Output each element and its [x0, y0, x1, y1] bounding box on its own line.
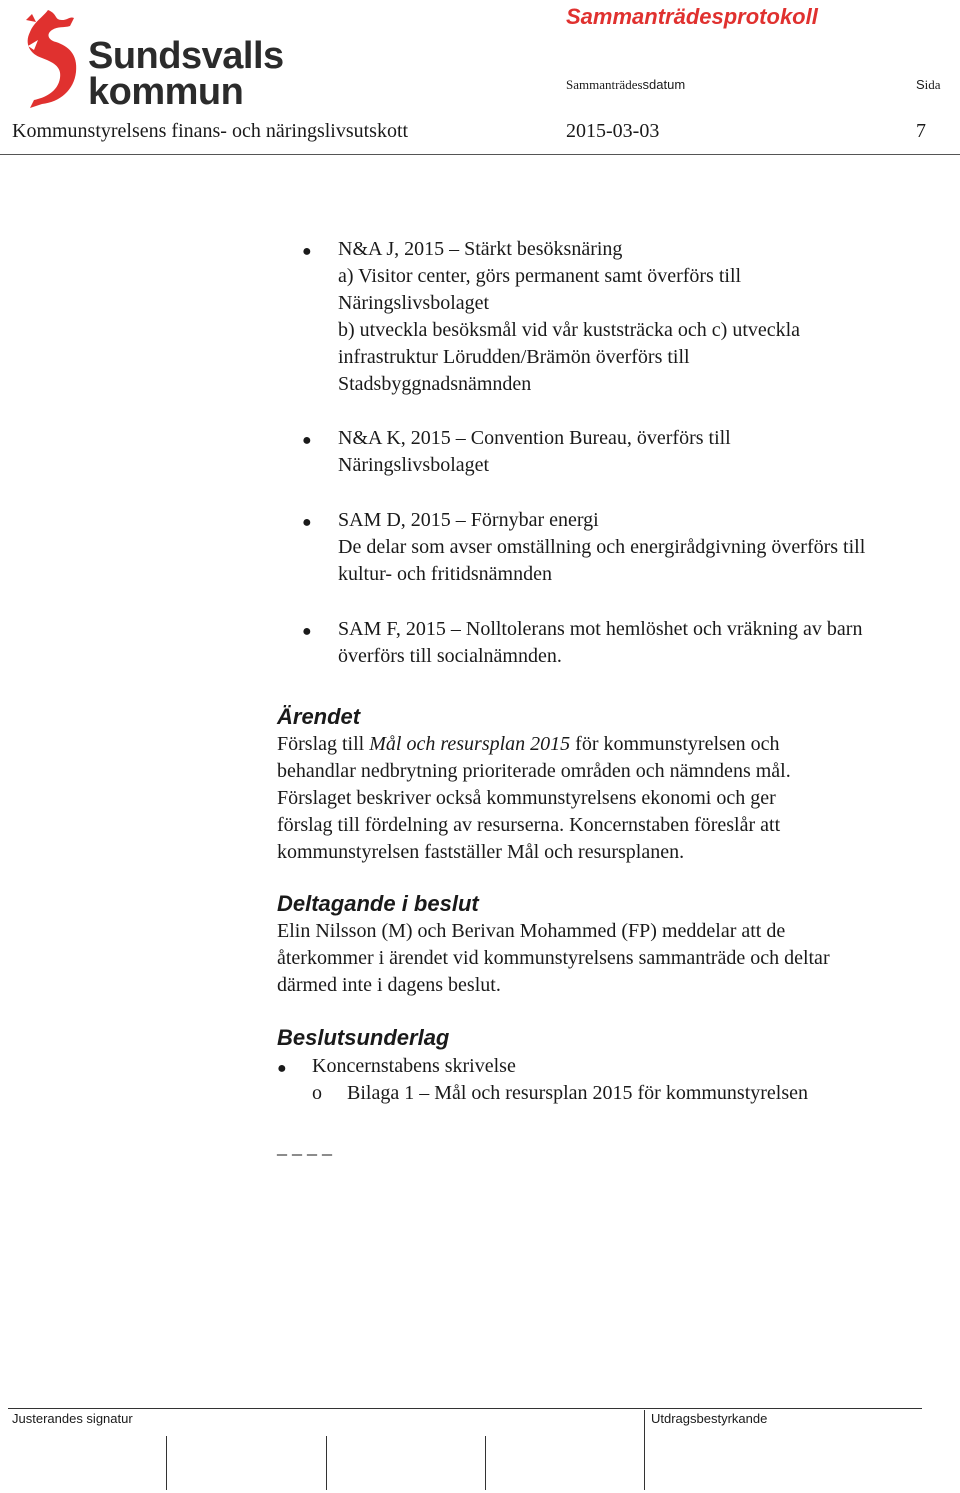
beslutsunderlag-item: Koncernstabens skrivelse [312, 1055, 516, 1077]
bullet-icon: ● [302, 514, 312, 531]
logo-wordmark [88, 35, 284, 113]
date-label-small: Sammanträdes [566, 77, 643, 92]
page-label-first: S [916, 77, 925, 92]
page-label-rest: ida [924, 77, 941, 92]
text-span: Förslag till [277, 733, 370, 755]
paragraph-line [277, 731, 957, 758]
paragraph-line: behandlar nedbrytning prioriterade områden och nämndens mål. [277, 760, 791, 782]
list-item-line: kultur- och fritidsnämnden [338, 563, 552, 585]
list-item-line: b) utveckla besöksmål vid vår kuststräcka och c) utveckla [338, 319, 801, 341]
sub-bullet-marker: o [312, 1082, 322, 1104]
dragon-emblem-icon [18, 6, 84, 116]
section-heading-deltagande: Deltagande i beslut [277, 891, 479, 916]
list-item-line: Stadsbyggnadsnämnden [338, 373, 532, 395]
page-label [916, 77, 941, 93]
beslutsunderlag-subitem: Bilaga 1 – Mål och resursplan 2015 för kommunstyrelsen [347, 1082, 809, 1104]
list-item-line: SAM D, 2015 – Förnybar energi [338, 509, 599, 531]
paragraph-line: kommunstyrelsen fastställer Mål och resursplanen. [277, 841, 685, 863]
signature-field-divider [485, 1436, 486, 1490]
document-type-title: Sammanträdesprotokoll [566, 4, 818, 29]
list-item-line: Näringslivsbolaget [338, 454, 490, 476]
section-heading-beslutsunderlag: Beslutsunderlag [277, 1025, 450, 1050]
document-title-italic: Mål och resursplan 2015 [369, 733, 571, 755]
date-label [566, 77, 685, 93]
paragraph-line: Elin Nilsson (M) och Berivan Mohammed (FP) meddelar att de [277, 920, 786, 942]
section-heading-arendet: Ärendet [277, 704, 361, 729]
header-divider [0, 154, 960, 155]
meeting-date: 2015-03-03 [566, 120, 660, 142]
logo-line2: kommun [88, 71, 244, 113]
signature-field-divider [326, 1436, 327, 1490]
list-item-line: N&A K, 2015 – Convention Bureau, överförs till [338, 427, 731, 449]
arendet-paragraph [277, 731, 957, 866]
bullet-icon: ● [277, 1060, 287, 1077]
list-item-line: a) Visitor center, görs permanent samt överförs till [338, 265, 742, 287]
page-number: 7 [916, 120, 926, 142]
paragraph-line: därmed inte i dagens beslut. [277, 974, 501, 996]
deltagande-paragraph [277, 918, 957, 999]
list-item [338, 507, 958, 588]
list-item [338, 236, 958, 398]
list-item [338, 616, 958, 670]
signature-field-divider [166, 1436, 167, 1490]
list-item-line: överförs till socialnämnden. [338, 645, 562, 667]
signature-field-divider [644, 1410, 645, 1490]
paragraph-line: återkommer i ärendet vid kommunstyrelsens sammanträde och deltar [277, 947, 830, 969]
bullet-icon: ● [302, 243, 312, 260]
paragraph-line: förslag till fördelning av resurserna. Koncernstaben föreslår att [277, 814, 781, 836]
list-item-line: infrastruktur Lörudden/Brämön överförs till [338, 346, 690, 368]
list-item-line: De delar som avser omställning och energirådgivning överförs till [338, 536, 866, 558]
footer-divider [8, 1408, 922, 1409]
bullet-icon: ● [302, 432, 312, 449]
committee-name: Kommunstyrelsens finans- och näringslivsutskott [12, 120, 409, 142]
text-span: för kommunstyrelsen och [570, 733, 780, 755]
bullet-icon: ● [302, 623, 312, 640]
signature-label: Justerandes signatur [12, 1411, 133, 1426]
date-label-rest: sdatum [642, 77, 686, 92]
list-item-line: Näringslivsbolaget [338, 292, 490, 314]
section-separator: _ _ _ _ [277, 1136, 332, 1158]
list-item [338, 425, 958, 479]
list-item-line: N&A J, 2015 – Stärkt besöksnäring [338, 238, 623, 260]
paragraph-line: Förslaget beskriver också kommunstyrelsens ekonomi och ger [277, 787, 776, 809]
logo-line1: Sundsvalls [88, 35, 284, 77]
list-item-line: SAM F, 2015 – Nolltolerans mot hemlöshet och vräkning av barn [338, 618, 863, 640]
certification-label: Utdragsbestyrkande [651, 1411, 768, 1426]
